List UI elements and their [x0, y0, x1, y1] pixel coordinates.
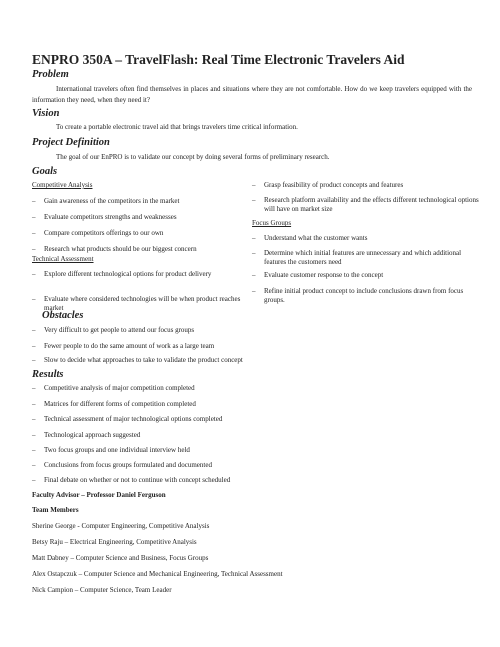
team-member: Betsy Raju – Electrical Engineering, Competitive Analysis — [32, 538, 197, 546]
project-definition-heading: Project Definition — [32, 137, 110, 148]
list-item: – Research platform availability and the effects different technological options will have on market size — [252, 196, 484, 213]
list-item: – Evaluate customer response to the concept — [252, 271, 484, 280]
focus-groups-label: Focus Groups — [252, 219, 292, 227]
vision-text: To create a portable electronic travel aid that brings travelers time critical information. — [56, 123, 298, 131]
list-item: – Evaluate where considered technologies will be when product reaches market — [32, 295, 249, 312]
competitive-analysis-label: Competitive Analysis — [32, 181, 93, 189]
team-member: Matt Dabney – Computer Science and Business, Focus Groups — [32, 554, 209, 562]
faculty-advisor: Faculty Advisor – Professor Daniel Ferguson — [32, 491, 166, 499]
vision-heading: Vision — [32, 108, 60, 119]
technical-assessment-label: Technical Assessment — [32, 255, 94, 263]
list-item: – Competitive analysis of major competition completed — [32, 384, 474, 393]
goals-heading: Goals — [32, 166, 58, 177]
results-heading: Results — [32, 369, 64, 380]
list-item: – Slow to decide what approaches to take to validate the product concept — [32, 356, 474, 365]
list-item: – Technological approach suggested — [32, 431, 474, 440]
list-item: – Two focus groups and one individual interview held — [32, 446, 474, 455]
project-definition-text: The goal of our EnPRO is to validate our concept by doing several forms of preliminary research. — [56, 153, 330, 161]
list-item: – Explore different technological options for product delivery — [32, 270, 249, 279]
list-item: – Grasp feasibility of product concepts and features — [252, 181, 484, 190]
team-member: Alex Ostapczuk – Computer Science and Mechanical Engineering, Technical Assessment — [32, 570, 283, 578]
team-members-heading: Team Members — [32, 506, 79, 514]
list-item: – Understand what the customer wants — [252, 234, 484, 243]
problem-heading: Problem — [32, 69, 69, 80]
list-item: – Research what products should be our biggest concern — [32, 245, 249, 254]
list-item: – Fewer people to do the same amount of work as a large team — [32, 342, 474, 351]
list-item: – Determine which initial features are unnecessary and which additional features the customers need — [252, 249, 484, 266]
list-item: – Conclusions from focus groups formulated and documented — [32, 461, 474, 470]
obstacles-heading: Obstacles — [42, 310, 84, 321]
list-item: – Gain awareness of the competitors in the market — [32, 197, 249, 206]
list-item: – Technical assessment of major technological options completed — [32, 415, 474, 424]
list-item: – Very difficult to get people to attend our focus groups — [32, 326, 474, 335]
team-member: Nick Campion – Computer Science, Team Leader — [32, 586, 172, 594]
list-item: – Evaluate competitors strengths and weaknesses — [32, 213, 249, 222]
list-item: – Refine initial product concept to include conclusions drawn from focus groups. — [252, 287, 484, 304]
document-title: ENPRO 350A – TravelFlash: Real Time Electronic Travelers Aid — [32, 52, 405, 67]
problem-text: International travelers often find themselves in places and situations where they are not comfortable. How do we keep travelers equipped with the information they need, when they need it? — [32, 85, 472, 104]
list-item: – Compare competitors offerings to our own — [32, 229, 249, 238]
team-member: Sherine George - Computer Engineering, Competitive Analysis — [32, 522, 210, 530]
list-item: – Final debate on whether or not to continue with concept scheduled — [32, 476, 474, 485]
list-item: – Matrices for different forms of competition completed — [32, 400, 474, 409]
